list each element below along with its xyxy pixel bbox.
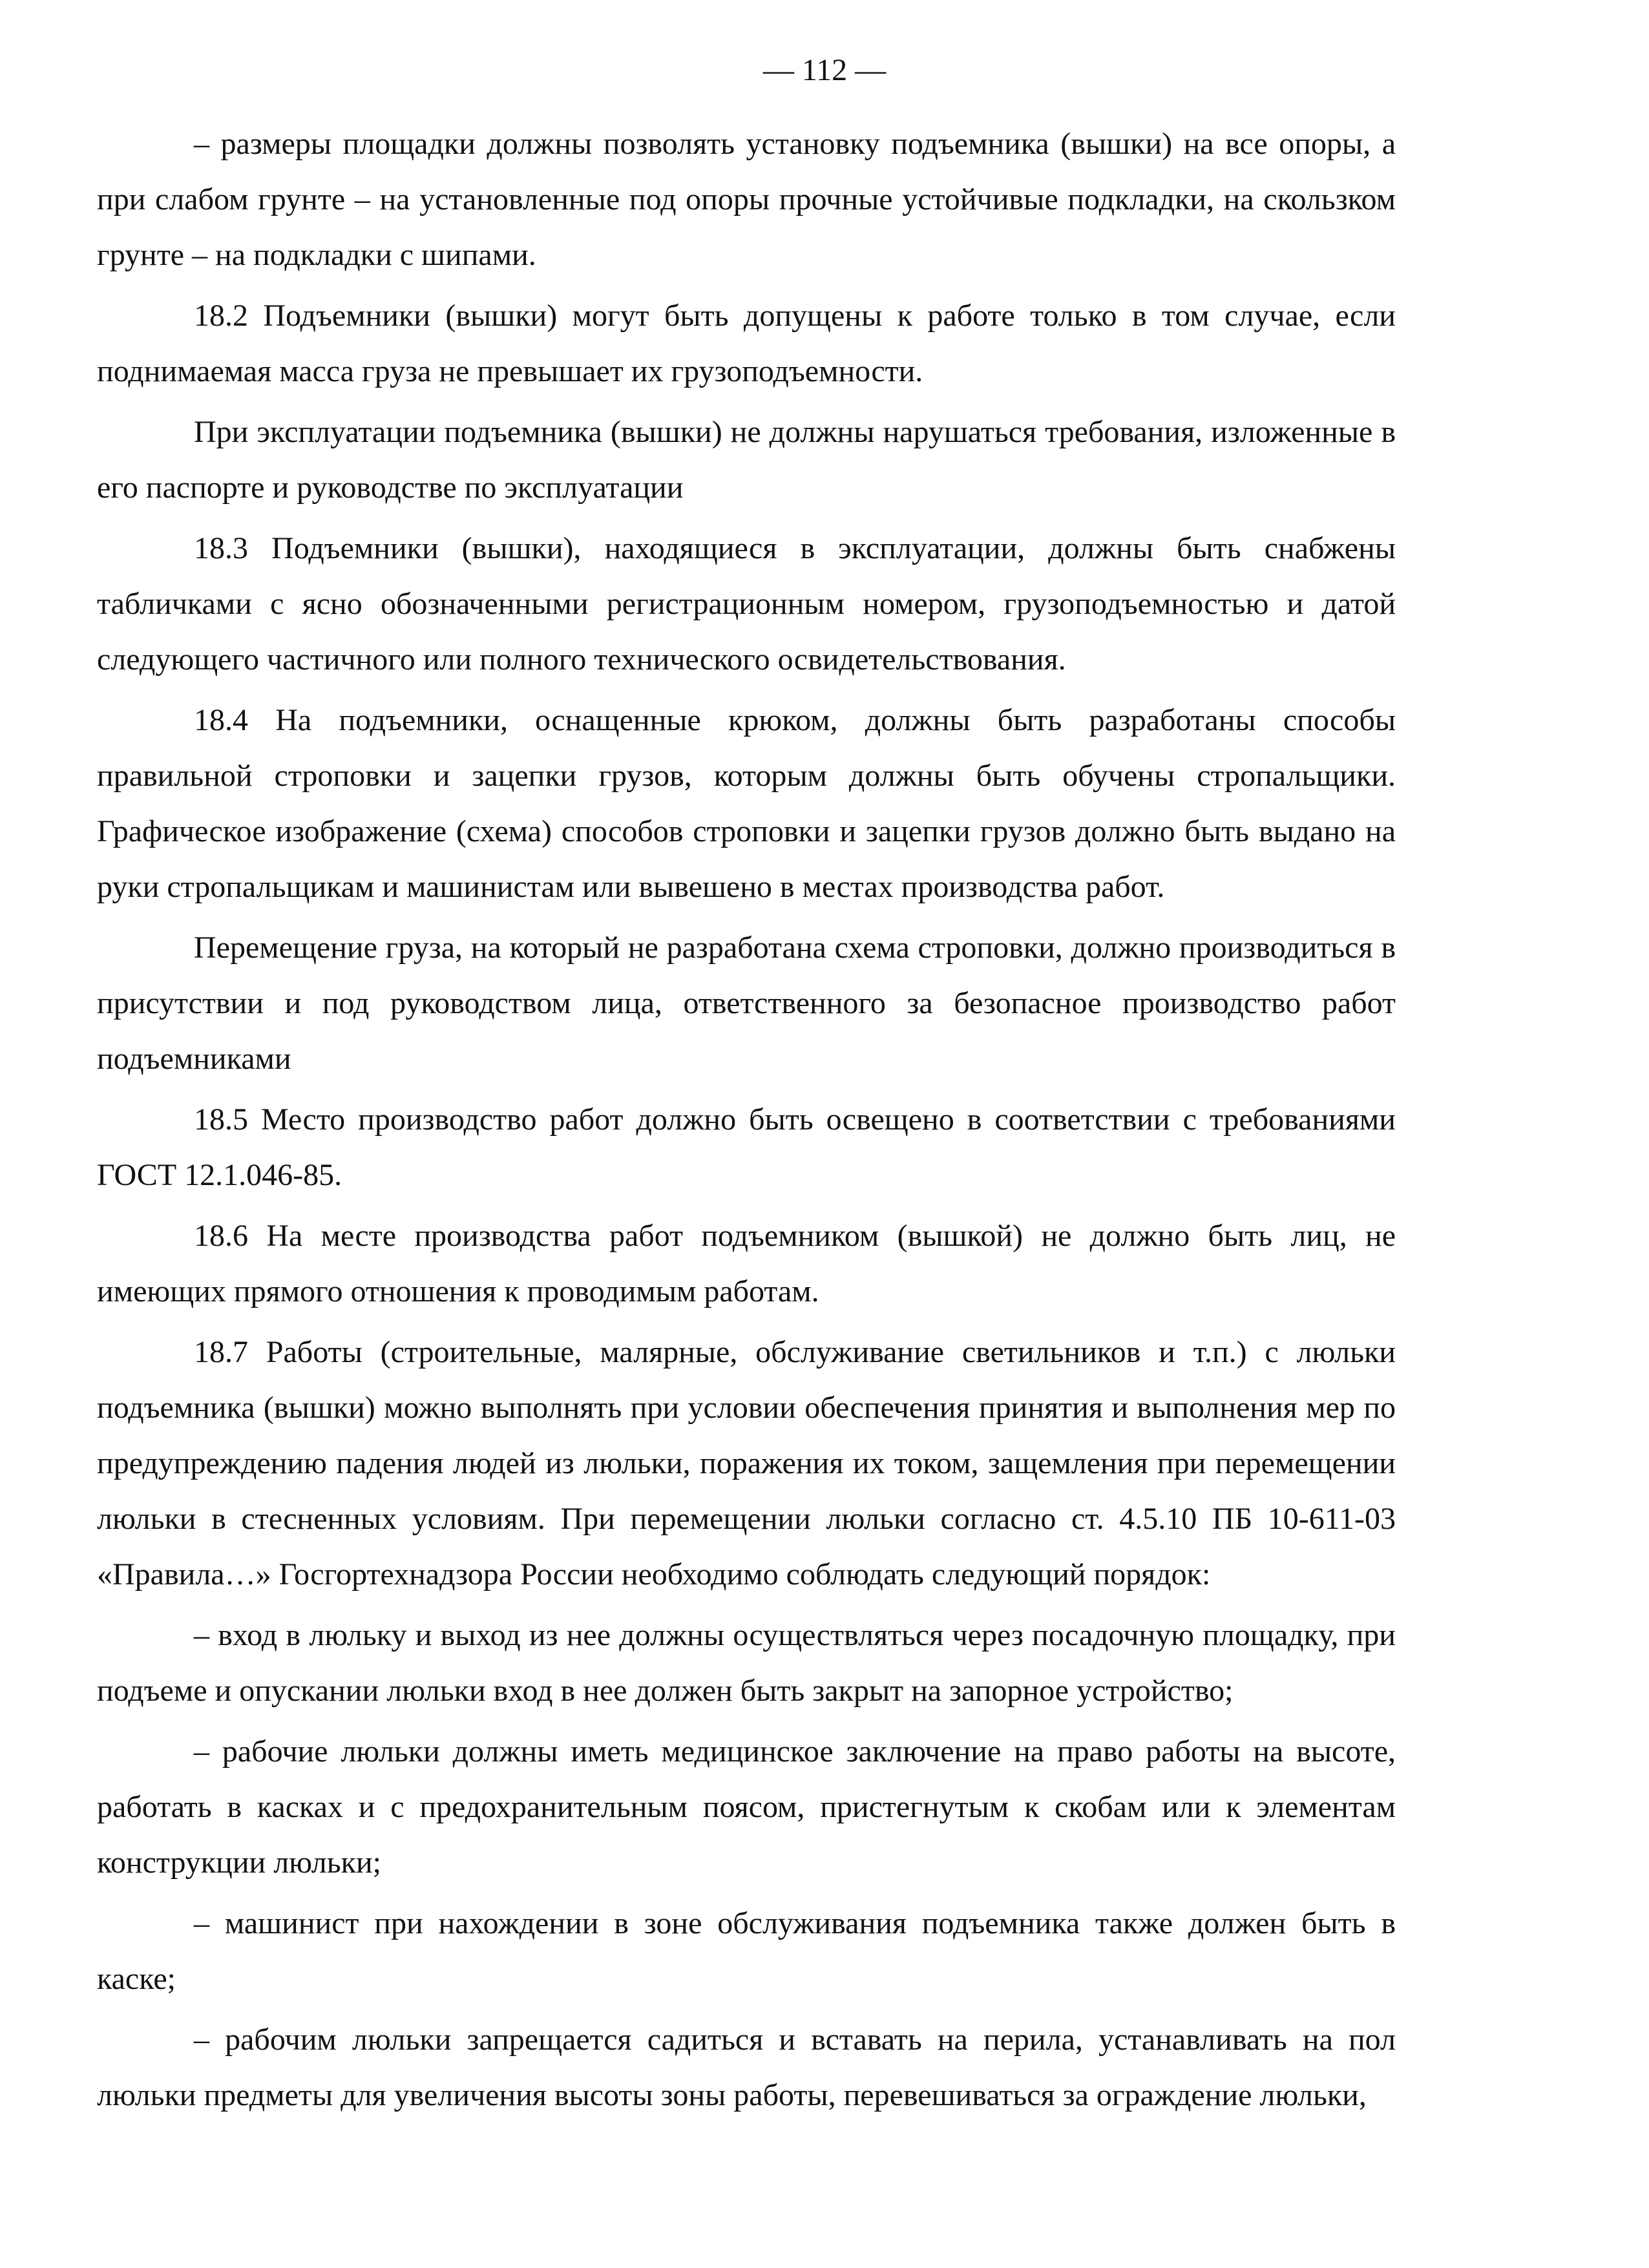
list-item-operator-helmet: – машинист при нахождении в зоне обслуживания подъемника также должен быть в каске; xyxy=(97,1906,1396,1996)
paragraph-platform-size: – размеры площадки должны позволять установку подъемника (вышки) на все опоры, а при слабом грунте – на установленные под опоры прочные устойчивые подкладки, на скользком грунте – на подкладки с шипами. xyxy=(97,127,1396,272)
paragraph-18-4: 18.4 На подъемники, оснащенные крюком, должны быть разработаны способы правильной строповки и зацепки грузов, которым должны быть обучены стропальщики. Графическое изображение (схема) способов строповки и зацепки грузов должно быть выдано на руки стропальщикам и машинистам или вывешено в местах производства работ. xyxy=(97,703,1396,904)
paragraph-18-3: 18.3 Подъемники (вышки), находящиеся в эксплуатации, должны быть снабжены табличками с ясно обозначенными регистрационным номером, грузоподъемностью и датой следующего частичного или полного технического освидетельствования. xyxy=(97,531,1396,677)
paragraph-cargo-movement: Перемещение груза, на который не разработана схема строповки, должно производиться в присутствии и под руководством лица, ответственного за безопасное производство работ подъемниками xyxy=(97,930,1396,1076)
list-item-entry-exit: – вход в люльку и выход из нее должны осуществляться через посадочную площадку, при подъеме и опускании люльки вход в нее должен быть закрыт на запорное устройство; xyxy=(97,1618,1396,1708)
paragraph-18-6: 18.6 На месте производства работ подъемником (вышкой) не должно быть лиц, не имеющих прямого отношения к проводимым работам. xyxy=(97,1219,1396,1308)
paragraph-18-5: 18.5 Место производство работ должно быть освещено в соответствии с требованиями ГОСТ 12.1.046-85. xyxy=(97,1102,1396,1192)
paragraph-18-2: 18.2 Подъемники (вышки) могут быть допущены к работе только в том случае, если поднимаемая масса груза не превышает их грузоподъемности. xyxy=(97,299,1396,388)
page-number: — 112 — xyxy=(762,53,887,87)
paragraph-operation-requirements: При эксплуатации подъемника (вышки) не должны нарушаться требования, изложенные в его паспорте и руководстве по эксплуатации xyxy=(97,415,1396,505)
list-item-railing-prohibition: – рабочим люльки запрещается садиться и вставать на перила, устанавливать на пол люльки предметы для увеличения высоты зоны работы, перевешиваться за ограждение люльки, xyxy=(97,2022,1396,2112)
document-body xyxy=(97,116,1396,2128)
list-item-medical-conclusion: – рабочие люльки должны иметь медицинское заключение на право работы на высоте, работать в касках и с предохранительным поясом, пристегнутым к скобам или к элементам конструкции люльки; xyxy=(97,1734,1396,1880)
paragraph-18-7: 18.7 Работы (строительные, малярные, обслуживание светильников и т.п.) с люльки подъемника (вышки) можно выполнять при условии обеспечения принятия и выполнения мер по предупреждению падения людей из люльки, поражения их током, защемления при перемещении люльки в стесненных условиям. При перемещении люльки согласно ст. 4.5.10 ПБ 10-611-03 «Правила…» Госгортехнадзора России необходимо соблюдать следующий порядок: xyxy=(97,1335,1396,1591)
